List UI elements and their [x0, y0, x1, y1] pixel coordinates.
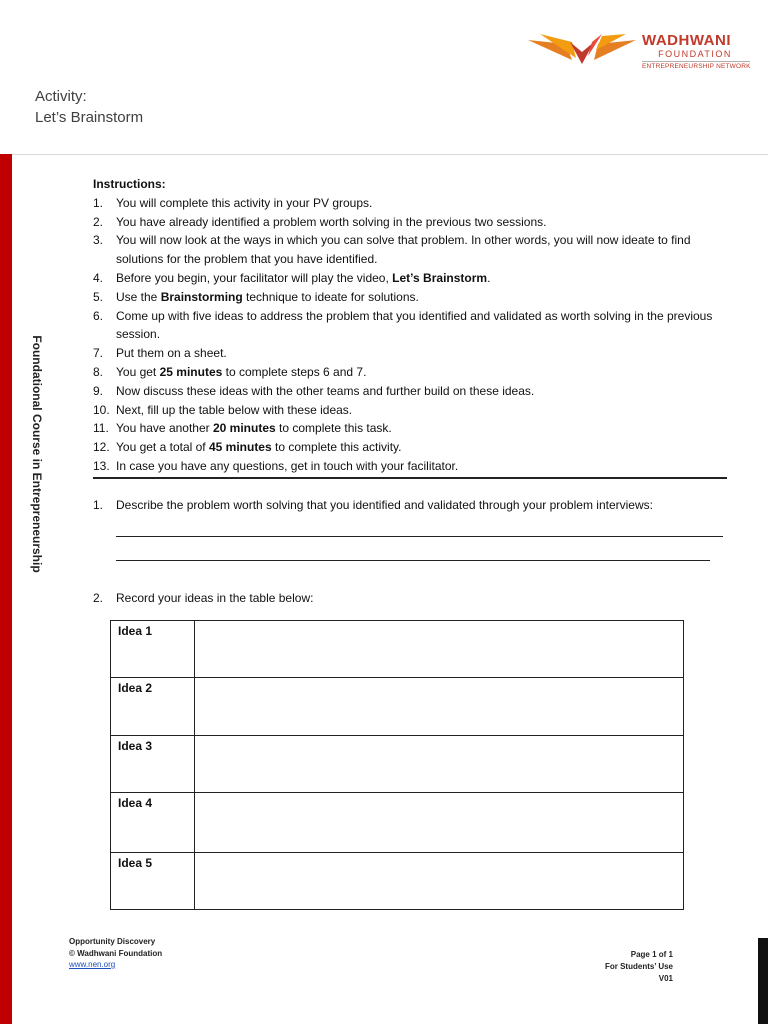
instructions-list — [93, 194, 733, 476]
instruction-item — [93, 438, 733, 457]
instruction-item — [93, 307, 733, 345]
logo-name: WADHWANI — [642, 32, 731, 49]
logo-wordmark — [642, 33, 751, 70]
ideas-table — [110, 620, 684, 910]
instruction-item — [93, 231, 733, 269]
instruction-number: 6. — [93, 308, 104, 323]
activity-title: Let’s Brainstorm — [35, 109, 144, 126]
instruction-number: 9. — [93, 383, 104, 398]
footer-page: Page 1 of 1 — [630, 950, 673, 959]
question-text: Record your ideas in the table below: — [116, 591, 314, 605]
instruction-text: technique to ideate for solutions. — [242, 289, 419, 304]
instruction-number: 4. — [93, 270, 104, 285]
instruction-item — [93, 344, 733, 363]
footer-copyright: © Wadhwani Foundation — [69, 948, 163, 958]
instruction-item — [93, 269, 733, 288]
table-row — [111, 678, 684, 736]
instruction-number: 10. — [93, 402, 110, 417]
logo-sub: FOUNDATION — [658, 49, 732, 59]
answer-line[interactable] — [116, 536, 723, 537]
instruction-number: 1. — [93, 195, 104, 210]
footer-left — [69, 936, 162, 971]
instruction-text: to complete this activity. — [271, 440, 402, 455]
instruction-text: to complete this task. — [275, 421, 392, 436]
instruction-text: In case you have any questions, get in touch with your facilitator. — [116, 458, 459, 473]
sidebar-course-title: Foundational Course in Entrepreneurship — [30, 335, 44, 573]
answer-line[interactable] — [116, 560, 710, 561]
instruction-text: Before you begin, your facilitator will play the video, — [116, 270, 393, 285]
instruction-emphasis: Brainstorming — [160, 289, 243, 304]
idea-cell[interactable] — [195, 793, 684, 853]
instruction-item — [93, 419, 733, 438]
table-row — [111, 853, 684, 910]
corner-marker — [758, 938, 768, 1024]
instruction-number: 5. — [93, 289, 104, 304]
instruction-number: 11. — [93, 421, 109, 436]
footer-link[interactable]: www.nen.org — [69, 960, 116, 969]
instruction-text: Now discuss these ideas with the other teams and further build on these ideas. — [116, 383, 535, 398]
instruction-text: You will complete this activity in your PV groups. — [116, 195, 373, 210]
idea-label: Idea 1 — [111, 621, 195, 678]
header-divider — [0, 154, 768, 155]
instruction-text: You have already identified a problem worth solving in the previous two sessions. — [116, 214, 547, 229]
footer-right — [605, 949, 673, 985]
instruction-item — [93, 363, 733, 382]
activity-label: Activity: — [35, 88, 87, 105]
question-number: 1. — [93, 498, 104, 512]
instruction-text: Use the — [116, 289, 161, 304]
idea-label: Idea 2 — [111, 678, 195, 736]
instruction-number: 2. — [93, 214, 104, 229]
instruction-text: You will now look at the ways in which you can solve that problem. In other words, you will now ideate to find solutions for the problem that you have identified. — [116, 233, 691, 267]
question-2 — [93, 590, 313, 606]
logo-divider — [642, 61, 750, 62]
instruction-text: Next, fill up the table below with these ideas. — [116, 402, 353, 417]
instruction-item — [93, 401, 733, 420]
idea-cell[interactable] — [195, 621, 684, 678]
footer-audience: For Students’ Use — [604, 962, 673, 971]
instruction-text: . — [487, 270, 491, 285]
instruction-emphasis: 20 minutes — [212, 421, 276, 436]
instruction-number: 12. — [93, 440, 110, 455]
logo-network: ENTREPRENEURSHIP NETWORK — [642, 63, 751, 70]
instruction-item — [93, 457, 733, 476]
instruction-text: Come up with five ideas to address the problem that you identified and validated as worth solving in the previous session. — [116, 308, 713, 342]
table-row — [111, 736, 684, 793]
footer-version: V01 — [658, 974, 673, 983]
instruction-item — [93, 382, 733, 401]
wadhwani-w-logo-icon — [526, 30, 638, 66]
instructions-section — [93, 175, 733, 476]
idea-cell[interactable] — [195, 736, 684, 793]
instruction-item — [93, 288, 733, 307]
question-1 — [93, 497, 653, 513]
table-row — [111, 793, 684, 853]
instruction-text: You get a total of — [116, 440, 209, 455]
instruction-text: Put them on a sheet. — [116, 346, 227, 361]
instruction-emphasis: Let’s Brainstorm — [392, 270, 488, 285]
instruction-emphasis: 45 minutes — [208, 440, 272, 455]
idea-cell[interactable] — [195, 853, 684, 910]
instruction-item — [93, 194, 733, 213]
question-number: 2. — [93, 591, 104, 605]
sidebar-red-bar — [0, 154, 12, 1024]
idea-label: Idea 4 — [111, 793, 195, 853]
idea-cell[interactable] — [195, 678, 684, 736]
activity-header — [35, 86, 143, 128]
section-divider — [93, 477, 727, 479]
instruction-text: You get — [116, 364, 160, 379]
instructions-heading: Instructions: — [93, 177, 166, 191]
instruction-number: 8. — [93, 364, 104, 379]
instruction-emphasis: 25 minutes — [159, 364, 223, 379]
question-text: Describe the problem worth solving that you identified and validated through your problem interviews: — [116, 498, 653, 512]
instruction-number: 7. — [93, 346, 104, 361]
instruction-text: to complete steps 6 and 7. — [222, 364, 367, 379]
instruction-text: You have another — [116, 421, 213, 436]
idea-label: Idea 3 — [111, 736, 195, 793]
instruction-item — [93, 213, 733, 232]
instruction-number: 13. — [93, 458, 110, 473]
table-row — [111, 621, 684, 678]
idea-label: Idea 5 — [111, 853, 195, 910]
instruction-number: 3. — [93, 233, 104, 248]
footer-course: Opportunity Discovery — [69, 937, 156, 946]
wadhwani-logo — [526, 30, 756, 78]
